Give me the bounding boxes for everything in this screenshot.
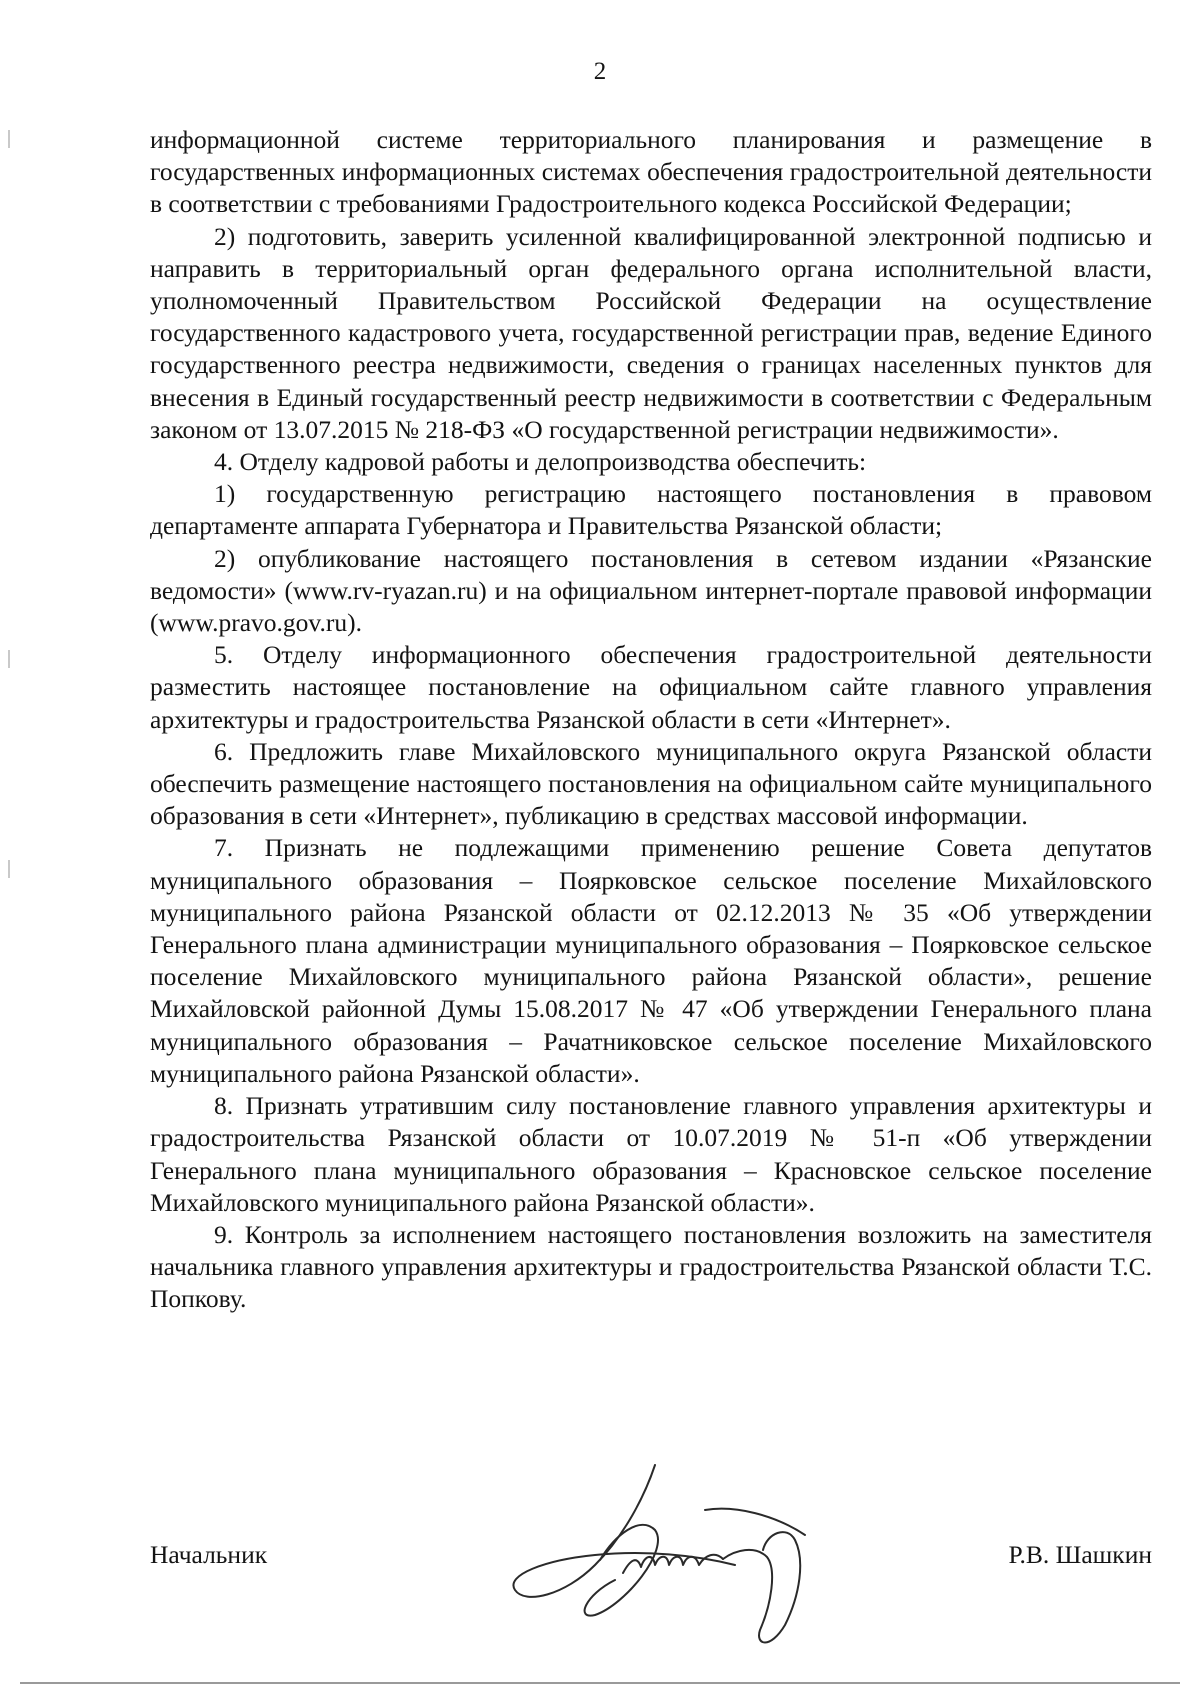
paragraph: 5. Отделу информационного обеспечения градостроительной деятельности разместить настоящее постановление на официальном сайте главного управления архитектуры и градостроительства Рязанской области в сети «Интернет». [150,640,1152,734]
signature-block [150,1540,1152,1580]
document-body [150,124,1152,1316]
scan-margin-mark [8,650,10,668]
paragraph: 2) опубликование настоящего постановления в сетевом издании «Рязанские ведомости» (www.rv-ryazan.ru) и на официальном интернет-портале правовой информации (www.pravo.gov.ru). [150,543,1152,638]
page-number: 2 [593,58,607,85]
paragraph: 2) подготовить, заверить усиленной квалифицированной электронной подписью и направить в территориальный орган федерального органа исполнительной власти, уполномоченный Правительством Российской Федерации на осуществление государственного кадастрового учета, государственной регистрации прав, ведение Единого государственного реестра недвижимости, сведения о границах населенных пунктов для внесения в Единый государственный реестр недвижимости в соответствии с Федеральным законом от 13.07.2015 № 218-ФЗ «О государственной регистрации недвижимости». [150,221,1152,444]
paragraph: 6. Предложить главе Михайловского муниципального округа Рязанской области обеспечить размещение настоящего постановления на официальном сайте муниципального образования в сети «Интернет», публикацию в средствах массовой информации. [150,736,1152,831]
scan-bottom-edge [20,1682,1180,1684]
signer-title: Начальник [150,1540,268,1569]
scan-margin-mark [8,860,10,878]
paragraph: информационной системе территориального планирования и размещение в государственных информационных системах обеспечения градостроительной деятельности в соответствии с требованиями Градостроительного кодекса Российской Федерации; [150,125,1152,219]
paragraph: 4. Отделу кадровой работы и делопроизводства обеспечить: [214,447,867,477]
paragraph: 1) государственную регистрацию настоящего постановления в правовом департаменте аппарата Губернатора и Правительства Рязанской области; [150,479,1152,541]
paragraph: 9. Контроль за исполнением настоящего постановления возложить на заместителя начальника главного управления архитектуры и градостроительства Рязанской области Т.С. Попкову. [150,1219,1152,1314]
signer-name: Р.В. Шашкин [1008,1540,1152,1569]
paragraph: 8. Признать утратившим силу постановление главного управления архитектуры и градостроительства Рязанской области от 10.07.2019 № 51-п «Об утверждении Генерального плана муниципального образования – Красновское сельское поселение Михайловского муниципального района Рязанской области». [150,1091,1152,1217]
scan-margin-mark [8,130,10,148]
paragraph: 7. Признать не подлежащими применению решение Совета депутатов муниципального образования – Поярковское сельское поселение Михайловского муниципального района Рязанской области от 02.12.2013 № 35 «Об утверждении Генерального плана администрации муниципального образования – Поярковское сельское поселение Михайловского муниципального района Рязанской области», решение Михайловской районной Думы 15.08.2017 № 47 «Об утверждении Генерального плана муниципального образования – Рачатниковское сельское поселение Михайловского муниципального района Рязанской области». [150,833,1152,1088]
